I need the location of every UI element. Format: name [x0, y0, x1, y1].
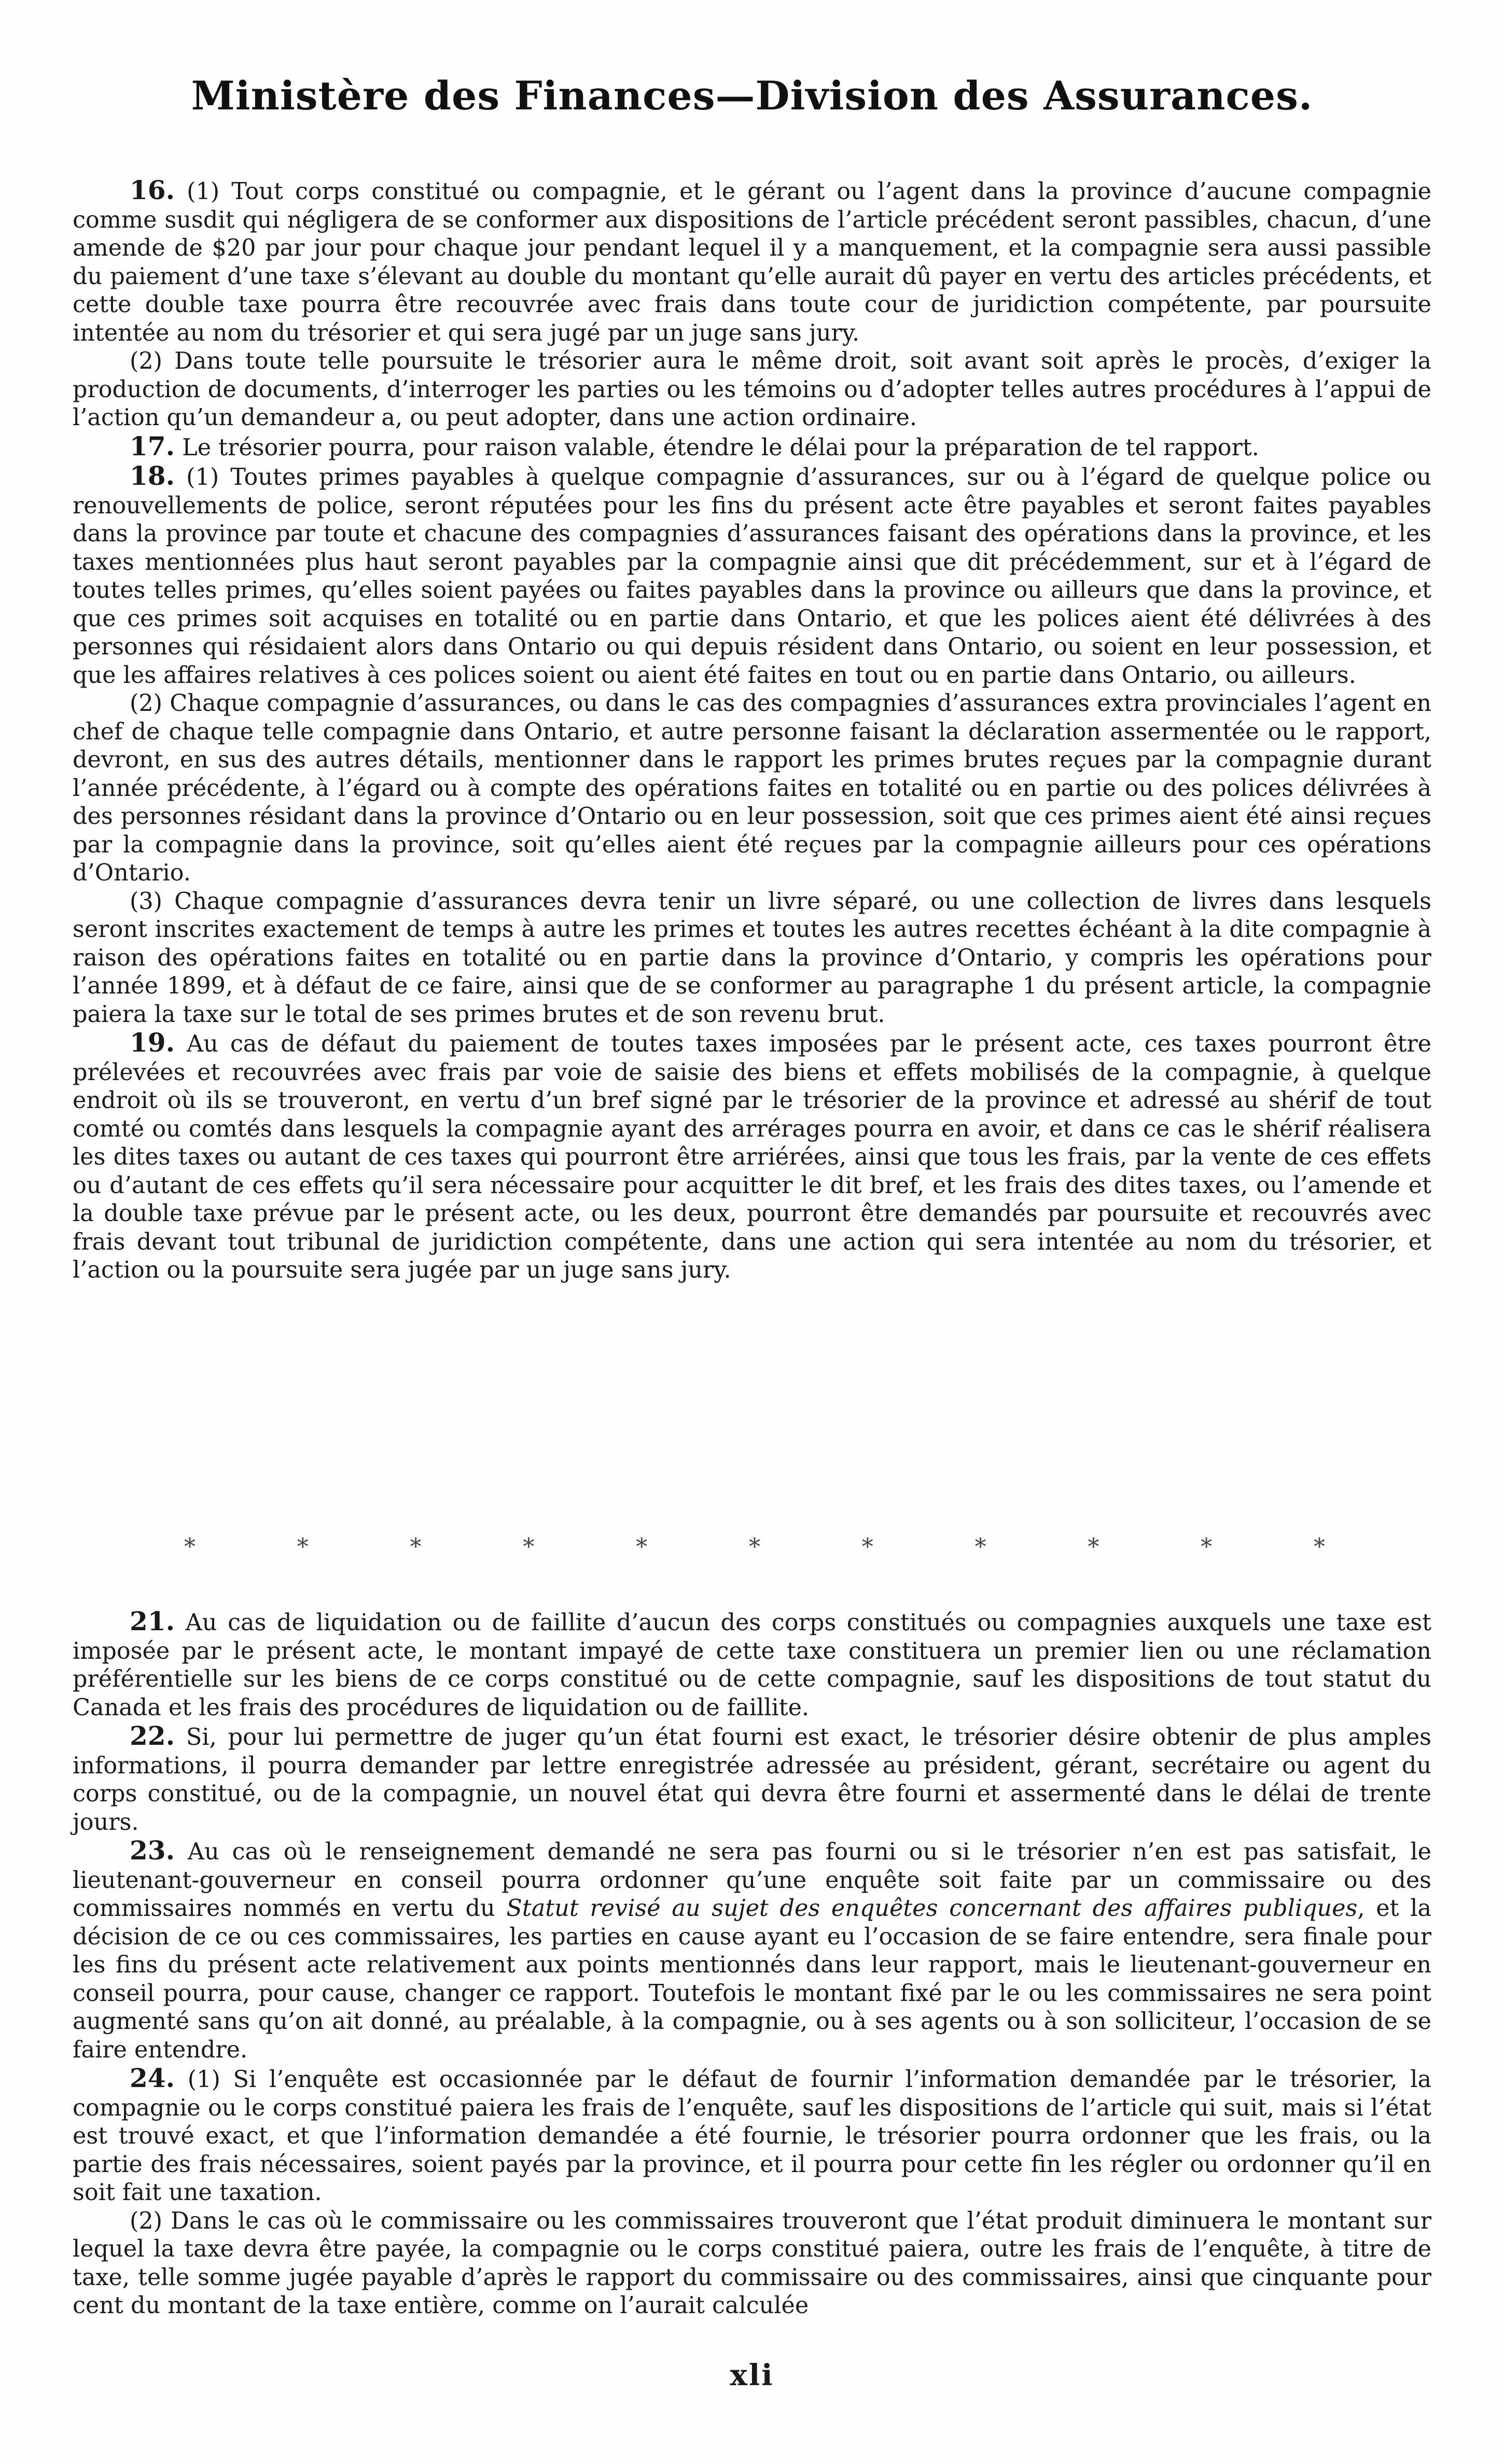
star: * [1088, 1534, 1099, 1560]
section-number: 21. [130, 1606, 175, 1636]
paragraph-text: Si, pour lui permettre de juger qu’un état fourni est exact, le trésorier désire obtenir de plus amples informations, il pourra demander par lettre enregistrée adressée au président, gérant, secrétaire ou agent du corps constitué, ou de la compagnie, un nouvel état qui devra être fourni et assermenté dans le délai de trente jours. [73, 1724, 1431, 1836]
star: * [1313, 1534, 1325, 1560]
star: * [410, 1534, 422, 1560]
statute-title: Statut revisé au sujet des enquêtes concernant des affaires publiques [506, 1895, 1358, 1922]
star: * [748, 1534, 760, 1560]
paragraph-text: Au cas de défaut du paiement de toutes taxes imposées par le présent acte, ces taxes pourront être prélevées et recouvrées avec frais par voie de saisie des biens et effets mobilisés de la compagnie, à quelque endroit où ils se trouveront, en vertu d’un bref signé par le trésorier de la province et adressé au shérif de tout comté ou comtés dans lesquels la compagnie ayant des arrérages pourra en avoir, et dans ce cas le shérif réalisera les dites taxes ou autant de ces taxes qui pourront être arriérées, ainsi que tous les frais, par la vente de ces effets ou d’autant de ces effets qu’il sera nécessaire pour acquitter le dit bref, et les frais des dites taxes, ou l’amende et la double taxe prévue par le présent acte, ou les deux, pourront être demandés par poursuite et recouvrés avec frais devant tout tribunal de juridiction compétente, dans une action qui sera intentée au nom du trésorier, et l’action ou la poursuite sera jugée par un juge sans jury. [73, 1031, 1431, 1283]
paragraph-text: Au cas où le renseignement demandé ne sera pas fourni ou si le trésorier n’en est pas satisfait, le lieutenant-gouverneur en conseil pourra ordonner qu’une enquête soit faite par un commissaire ou des commissaires nommés en vertu du [73, 1839, 1431, 1922]
section-number: 19. [130, 1027, 175, 1058]
section-23 [73, 1837, 1431, 2064]
star: * [974, 1534, 986, 1560]
section-18-para-2: (2) Chaque compagnie d’assurances, ou dans le cas des compagnies d’assurances extra provinciales l’agent en chef de chaque telle compagnie dans Ontario, et autre personne faisant la déclaration assermentée ou le rapport, devront, en sus des autres détails, mentionner dans le rapport les primes brutes reçues par la compagnie durant l’année précédente, à l’égard ou à compte des opérations faites en totalité ou en partie ou des polices délivrées à des personnes résidant dans la province d’Ontario ou en leur possession, soit que ces primes aient été ainsi reçues par la compagnie dans la province, soit qu’elles aient été reçues par la compagnie ailleurs pour ces opérations d’Ontario. [73, 690, 1431, 886]
star: * [297, 1534, 309, 1560]
page-number: xli [730, 2358, 774, 2392]
paragraph-text: (1) Toutes primes payables à quelque compagnie d’assurances, sur ou à l’égard de quelque police ou renouvellements de police, seront réputées pour les fins du présent acte être payables et seront faites payables dans la province par toute et chacune des compagnies d’assurances faisant des opérations dans la province, et les taxes mentionnées plus haut seront payables par la compagnie ainsi que dit précédemment, sur et à l’égard de toutes telles primes, qu’elles soient payées ou faites payables dans la province ou ailleurs que dans la province, et que ces primes soit acquises en totalité ou en partie dans Ontario, et que les polices aient été délivrées à des personnes qui résidaient alors dans Ontario ou qui depuis résident dans Ontario, ou soient en leur possession, et que les affaires relatives à ces polices soient ou aient été faites en tout ou en partie dans Ontario, ou ailleurs. [73, 464, 1431, 689]
section-22 [73, 1722, 1431, 1837]
omission-stars [184, 1534, 1325, 1560]
page-title: Ministère des Finances—Division des Assurances. [191, 73, 1313, 119]
paragraph-text: (1) Tout corps constitué ou compagnie, et le gérant ou l’agent dans la province d’aucune compagnie comme susdit qui négligera de se conformer aux dispositions de l’article précédent seront passibles, chacun, d’une amende de $20 par jour pour chaque jour pendant lequel il y a manquement, et la compagnie sera aussi passible du paiement d’une taxe s’élevant au double du montant qu’elle aurait dû payer en vertu des articles précédents, et cette double taxe pourra être recouvrée avec frais dans toute cour de juridiction compétente, par poursuite intentée au nom du trésorier et qui sera jugé par un juge sans jury. [73, 178, 1431, 346]
paragraph-text: Au cas de liquidation ou de faillite d’aucun des corps constitués ou compagnies auxquels une taxe est imposée par le présent acte, le montant impayé de cette taxe constituera un premier lien ou une réclamation préférentielle sur les biens de ce corps constitué ou de cette compagnie, sauf les dispositions de tout statut du Canada et les frais des procédures de liquidation ou de faillite. [73, 1609, 1431, 1721]
section-21 [73, 1607, 1431, 1722]
star: * [523, 1534, 535, 1560]
section-17 [73, 432, 1431, 463]
body-lower [73, 1607, 1431, 2320]
section-number: 23. [130, 1835, 175, 1866]
section-19 [73, 1029, 1431, 1285]
body-upper [73, 176, 1431, 1285]
section-18-para-1 [73, 462, 1431, 690]
section-16-para-2: (2) Dans toute telle poursuite le trésorier aura le même droit, soit avant soit après le procès, d’exiger la production de documents, d’interroger les parties ou les témoins ou d’adopter telles autres procédures à l’appui de l’action qu’un demandeur a, ou peut adopter, dans une action ordinaire. [73, 348, 1431, 431]
section-number: 17. [130, 430, 175, 461]
section-24-para-2: (2) Dans le cas où le commissaire ou les commissaires trouveront que l’état produit diminuera le montant sur lequel la taxe devra être payée, la compagnie ou le corps constitué paiera, outre les frais de l’enquête, à titre de taxe, telle somme jugée payable d’après le rapport du commissaire ou des commissaires, ainsi que cinquante pour cent du montant de la taxe entière, comme on l’aurait calculée [73, 2207, 1431, 2319]
section-number: 18. [130, 460, 175, 491]
paragraph-text: (1) Si l’enquête est occasionnée par le défaut de fournir l’information demandée par le trésorier, la compagnie ou le corps constitué paiera les frais de l’enquête, sauf les dispositions de l’article qui suit, mais si l’état est trouvé exact, et que l’information demandée a été fournie, le trésorier pourra ordonner que les frais, ou la partie des frais nécessaires, soient payés par la province, et il pourra pour cette fin les régler ou ordonner qu’il en soit fait une taxation. [73, 2066, 1431, 2206]
paragraph-text: , et la décision de ce ou ces commissaires, les parties en cause ayant eu l’occasion de se faire entendre, sera finale pour les fins du présent acte relativement aux points mentionnés dans leur rapport, mais le lieutenant-gouverneur en conseil pourra, pour cause, changer ce rapport. Toutefois le montant fixé par le ou les commissaires ne sera point augmenté sans qu’on ait donné, au préalable, à la compagnie, ou à ses agents ou à son solliciteur, l’occasion de se faire entendre. [73, 1895, 1431, 2063]
paragraph-text: Le trésorier pourra, pour raison valable, étendre le délai pour la préparation de tel rapport. [182, 434, 1259, 461]
star: * [861, 1534, 873, 1560]
star: * [636, 1534, 648, 1560]
section-18-para-3: (3) Chaque compagnie d’assurances devra tenir un livre séparé, ou une collection de livres dans lesquels seront inscrites exactement de temps à autre les primes et toutes les autres recettes échéant à la dite compagnie à raison des opérations faites en totalité ou en partie dans la province d’Ontario, y compris les opérations pour l’année 1899, et à défaut de ce faire, ainsi que de se conformer au paragraphe 1 du présent article, la compagnie paiera la taxe sur le total de ses primes brutes et de son revenu brut. [73, 888, 1431, 1028]
star: * [1201, 1534, 1213, 1560]
section-24-para-1 [73, 2064, 1431, 2207]
section-16-para-1 [73, 176, 1431, 347]
star: * [184, 1534, 196, 1560]
section-number: 16. [130, 175, 175, 205]
section-number: 24. [130, 2063, 175, 2093]
section-number: 22. [130, 1720, 175, 1751]
